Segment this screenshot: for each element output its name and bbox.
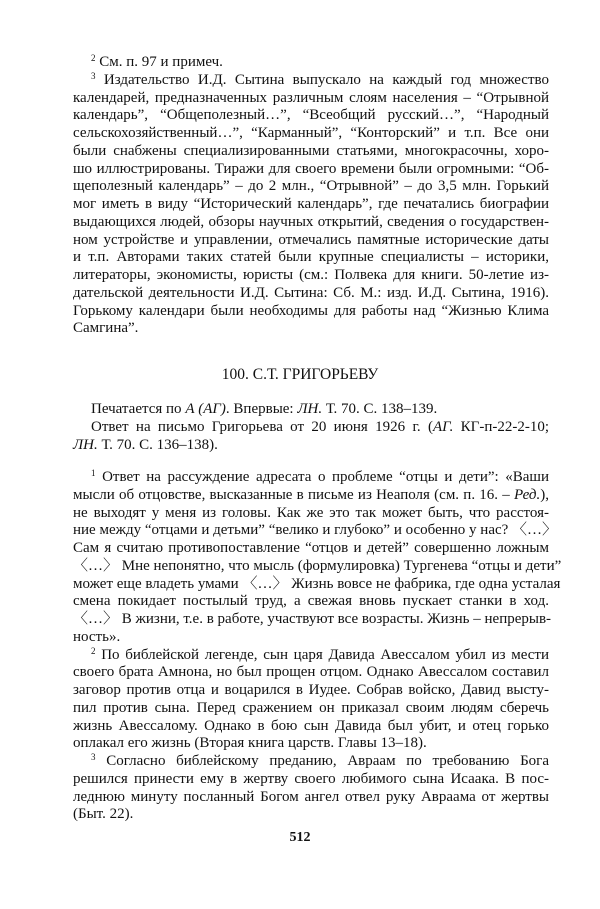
footnote-number: 1 xyxy=(91,468,96,478)
text-segment: ние между “отцами и детьми” “велико и глубоко” и особенно у нас? 〈…〉 xyxy=(73,522,558,539)
text-line xyxy=(73,320,549,338)
italic-text: АГ. xyxy=(433,418,454,435)
text-segment: решился принести ему в жертву своего любимого сына Исаака. В пос- xyxy=(73,770,549,787)
text-segment: не выходят у меня из головы. Как же это так может быть, что расстоя- xyxy=(73,504,549,521)
text-line xyxy=(73,593,549,611)
text-segment: литераторы, экономисты, юристы (см.: Полвека для книги. 50-летие из- xyxy=(73,267,549,283)
text-segment: ном устройстве и управлении, отмечались памятные исторические даты xyxy=(73,231,549,248)
text-segment: Ответ на письмо Григорьева от 20 июня 1926 г. ( xyxy=(91,418,433,435)
text-segment: Сам я считаю противопоставление “отцов и детей” совершенно ложным xyxy=(73,540,549,556)
italic-text: А (АГ) xyxy=(185,401,226,417)
notes-previous-letter xyxy=(73,54,549,338)
text-line xyxy=(73,540,549,558)
text-line xyxy=(73,232,549,250)
text-segment: Горькому календари были необходимы для работы над “Жизнью Клима xyxy=(73,302,549,319)
footnote-number: 3 xyxy=(91,70,96,81)
text-segment: шо иллюстрированы. Тиражи для своего времени были огромными: “Об- xyxy=(73,160,549,177)
text-line xyxy=(73,718,549,736)
text-segment: заговор против отца и воцарился в Иудее. Собрав войско, Давид высту- xyxy=(73,682,549,698)
italic-text: Ред. xyxy=(514,486,541,503)
text-line xyxy=(73,664,549,682)
text-segment: и т.п. Авторами таких статей были крупные специалисты – историки, xyxy=(73,249,549,266)
text-line xyxy=(73,54,549,72)
text-segment: выдающихся людей, обзоры научных открытий, сведения о государствен- xyxy=(73,213,549,230)
text-line xyxy=(73,401,549,419)
text-line xyxy=(73,505,549,523)
text-segment: смена покидает постылый труд, а свежая вновь пускает станки в ход. xyxy=(73,593,549,610)
text-line xyxy=(73,72,549,90)
text-segment: ность». xyxy=(73,628,121,645)
footnote-number: 2 xyxy=(91,53,96,63)
text-line xyxy=(73,107,549,125)
text-line xyxy=(73,575,561,594)
text-line xyxy=(73,419,549,437)
text-line xyxy=(73,806,549,824)
text-segment: календарь”, “Общеполезный…”, “Всеобщий русский…”, “Народный xyxy=(73,107,549,124)
italic-text: ЛН. xyxy=(73,436,98,453)
text-segment: может еще владеть умами 〈…〉 Жизнь вовсе не фабрика, где одна усталая xyxy=(73,575,561,592)
text-segment: Т. 70. С. 138–139. xyxy=(322,401,438,417)
text-segment: . Впервые: xyxy=(225,401,298,417)
text-line xyxy=(73,469,549,487)
text-segment: Согласно библейскому преданию, Авраам по требованию Бога xyxy=(95,753,549,769)
text-segment: Издательство И.Д. Сытина выпускало на каждый год множество xyxy=(95,71,549,88)
text-segment: ), xyxy=(540,486,549,503)
text-segment: были снабжены специализированными статьями, многокрасочны, хоро- xyxy=(73,142,549,159)
text-line xyxy=(73,771,549,789)
text-segment: календарей, предназначенных различным слоям населения – “Отрывной xyxy=(73,89,549,106)
text-segment: своего брата Амнона, но был прощен отцом. Однако Авессалом составил xyxy=(73,664,549,681)
text-line xyxy=(73,285,549,303)
text-segment: См. п. 97 и примеч. xyxy=(95,54,223,70)
text-line xyxy=(73,90,549,108)
text-segment: щеполезный календарь” – до 2 млн., “Отрывной” – до 3,5 млн. Горький xyxy=(73,178,549,195)
text-line xyxy=(73,629,549,647)
text-segment: 〈…〉 Мне непонятно, что мысль (формулировка) Тургенева “отцы и дети” xyxy=(73,557,562,574)
text-line xyxy=(73,735,549,753)
text-segment: жизнь Авессалому. Однако в бою сын Давида был убит, и отец горько xyxy=(73,717,549,734)
text-segment: мысли об отцовстве, высказанные в письме из Неаполя (см. п. 16. – xyxy=(73,486,514,503)
source-info xyxy=(73,401,549,454)
text-line xyxy=(73,522,558,540)
text-line xyxy=(73,789,549,807)
text-line xyxy=(73,161,549,179)
notes-letter-100 xyxy=(73,468,562,824)
text-line xyxy=(73,143,549,161)
text-line xyxy=(73,700,549,718)
text-segment: (Быт. 22). xyxy=(73,806,134,823)
text-segment: Самгина”. xyxy=(73,320,139,337)
text-line xyxy=(73,647,549,665)
text-segment: Т. 70. С. 136–138). xyxy=(97,436,218,453)
text-line xyxy=(73,611,552,629)
footnote-number: 3 xyxy=(91,752,96,762)
footnote-number: 2 xyxy=(91,645,96,656)
text-line xyxy=(73,753,549,771)
text-segment: леднюю минуту посланный Богом ангел отвел руку Авраама от жертвы xyxy=(73,788,549,805)
text-segment: КГ-п-22-2-10; xyxy=(453,418,549,435)
text-line xyxy=(73,437,549,455)
text-line xyxy=(73,196,549,214)
text-line xyxy=(73,303,549,321)
text-segment: пил против сына. Перед сражением он приказал своим людям сберечь xyxy=(73,699,549,716)
text-line xyxy=(73,214,549,232)
text-line xyxy=(73,487,549,505)
text-segment: По библейской легенде, сын царя Давида Авессалом убил из мести xyxy=(95,646,549,663)
text-line xyxy=(73,249,549,267)
text-segment: Ответ на рассуждение адресата о проблеме “отцы и дети”: «Ваши xyxy=(95,469,549,485)
text-segment: дательской деятельности И.Д. Сытина: Сб. М.: изд. И.Д. Сытина, 1916). xyxy=(73,284,549,301)
text-line xyxy=(73,557,562,576)
italic-text: ЛН. xyxy=(297,401,323,417)
text-segment: Печатается по xyxy=(91,401,186,417)
text-line xyxy=(73,682,549,700)
text-line xyxy=(73,267,549,285)
page-number: 512 xyxy=(289,830,311,845)
text-line xyxy=(73,125,549,143)
text-segment: сельскохозяйственный…”, “Карманный”, “Конторский” и т.п. Все они xyxy=(73,125,549,141)
text-segment: мог иметь в виду “Исторический календарь”, где печатались биографии xyxy=(73,196,549,212)
letter-heading: 100. С.Т. ГРИГОРЬЕВУ xyxy=(221,366,379,383)
text-segment: 〈…〉 В жизни, т.е. в работе, участвуют все возрасты. Жизнь – непрерыв- xyxy=(73,611,552,627)
text-line xyxy=(73,178,549,196)
text-segment: оплакал его жизнь (Вторая книга царств. Главы 13–18). xyxy=(73,735,427,752)
